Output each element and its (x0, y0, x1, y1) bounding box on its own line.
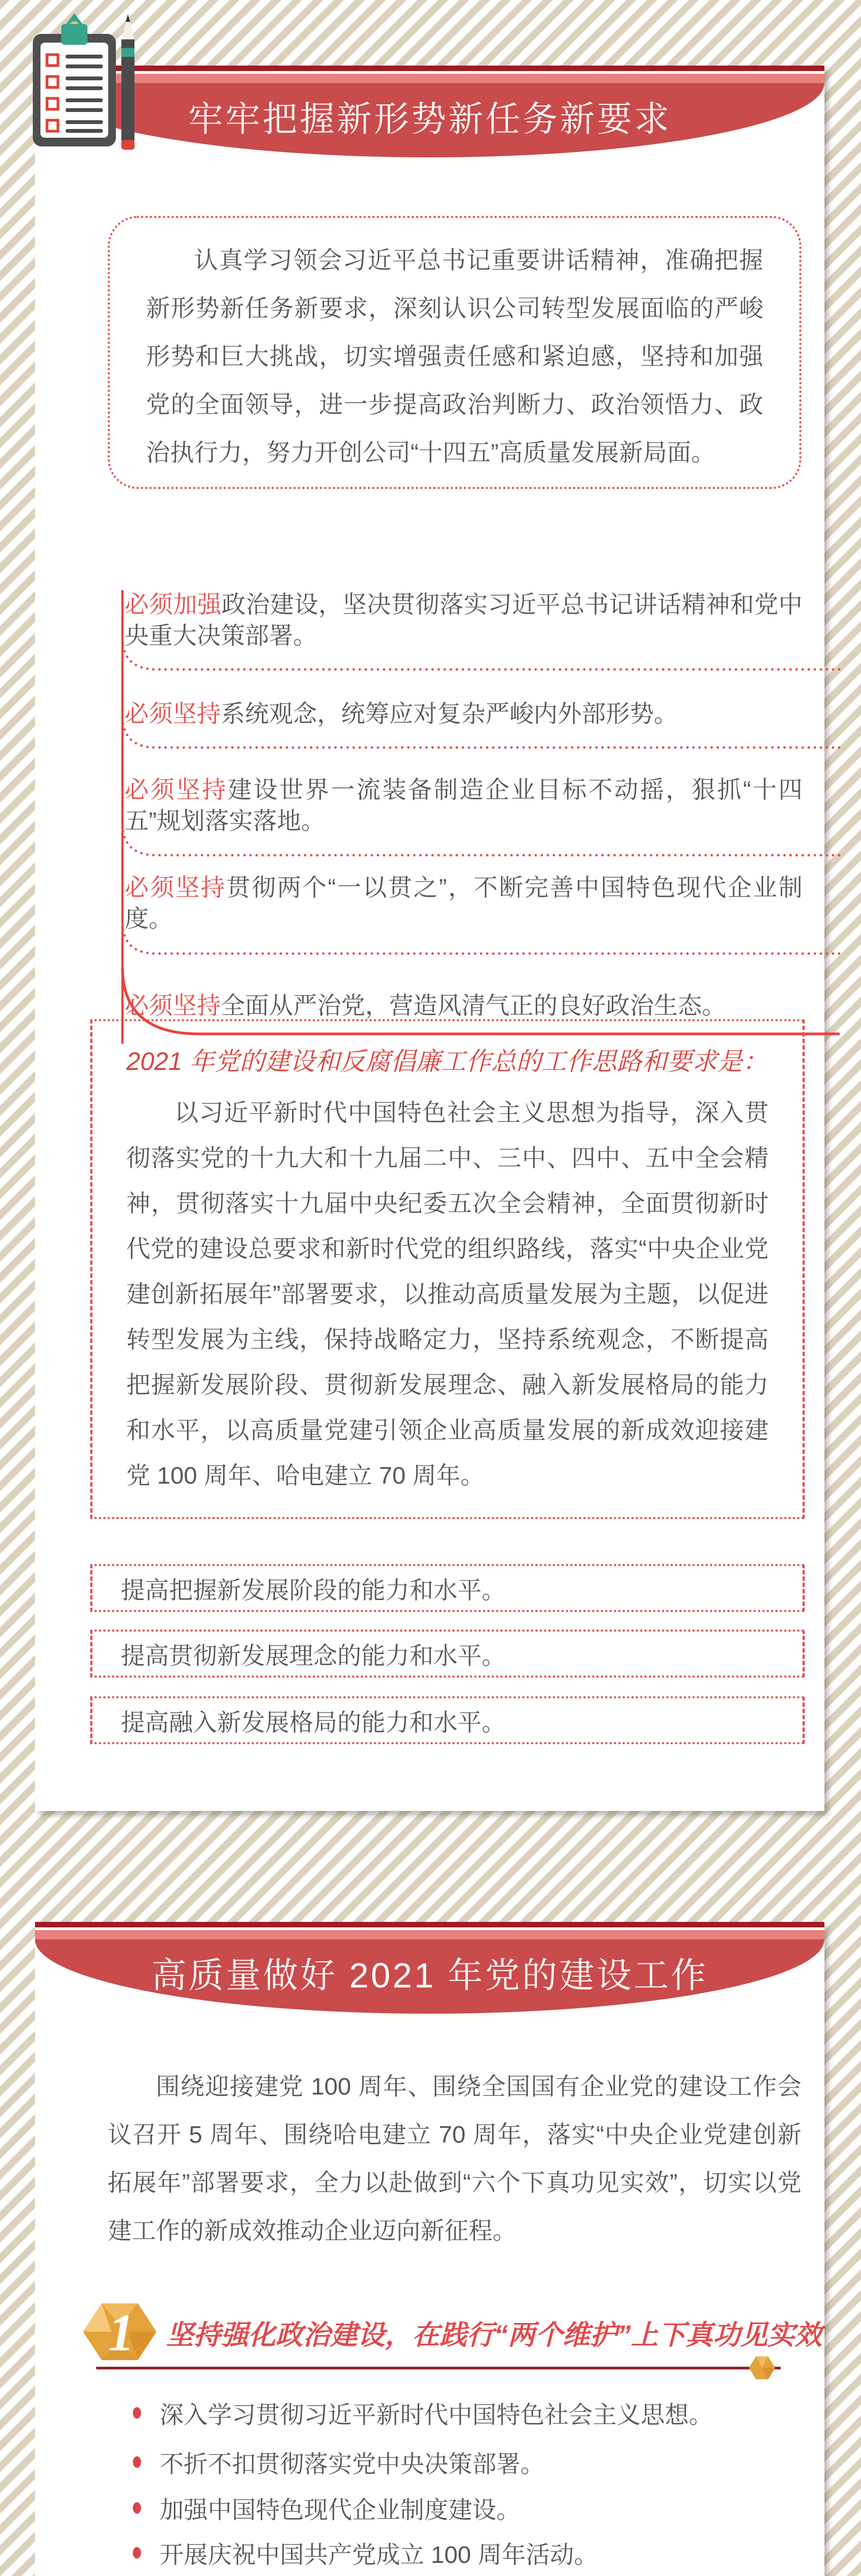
bullet-row (133, 2397, 811, 2428)
task1-divider-line (96, 2367, 781, 2369)
must-item (125, 698, 803, 730)
banner2-salmon-band (35, 1930, 824, 1939)
must-text: 建设世界一流装备制造企业目标不动摇，狠抓“十四五”规划落实落地。 (125, 777, 803, 834)
must-item (125, 589, 803, 651)
task1-title: 坚持强化政治建设，在践行“两个维护”上下真功见实效 (166, 2320, 822, 2350)
thoughts-dashed-box (90, 1019, 805, 1519)
goal-box (90, 1696, 805, 1744)
banner1-top-line (35, 66, 824, 71)
banner2-title: 高质量做好 2021 年党的建设工作 (151, 1956, 708, 1995)
bullet-text: 开展庆祝中国共产党成立 100 周年活动。 (160, 2542, 598, 2568)
must-lead: 必须坚持 (125, 777, 228, 803)
bullet-row (133, 2446, 811, 2477)
must-text: 贯彻两个“一以贯之”，不断完善中国特色现代企业制度。 (125, 874, 803, 932)
goal-text: 提高贯彻新发展理念的能力和水平。 (121, 1643, 506, 1669)
must-item (125, 872, 803, 934)
bullet-text: 深入学习贯彻习近平新时代中国特色社会主义思想。 (160, 2402, 713, 2428)
card-2021-party-building (35, 1922, 824, 2576)
must-lead: 必须坚持 (125, 992, 221, 1019)
must-item (125, 990, 803, 1021)
bullet-dot-icon (133, 2456, 141, 2468)
goal-box (90, 1630, 805, 1678)
banner1-title: 牢牢把握新形势新任务新要求 (188, 99, 671, 139)
must-text: 政治建设，坚决贯彻落实习近平总书记讲话精神和党中央重大决策部署。 (125, 591, 803, 649)
banner1-ribbon-arc (35, 83, 824, 157)
bullet-text: 不折不扣贯彻落实党中央决策部署。 (160, 2451, 544, 2478)
card-new-situation (35, 66, 824, 1811)
must-lead: 必须坚持 (125, 701, 221, 727)
bullet-text: 加强中国特色现代企业制度建设。 (160, 2497, 520, 2524)
gold-diamond-icon (748, 2354, 776, 2382)
must-text: 系统观念，统筹应对复杂严峻内外部形势。 (221, 701, 678, 727)
bullet-dot-icon (133, 2407, 141, 2419)
number-badge-icon (81, 2298, 159, 2366)
badge-number: 1 (108, 2303, 134, 2362)
banner2-ribbon-arc (35, 1939, 824, 2014)
must-lead: 必须坚持 (125, 874, 226, 901)
pencil-icon (121, 14, 134, 150)
must-item (125, 774, 803, 837)
bullet-dot-icon (133, 2547, 141, 2559)
intro1-dotted-box (108, 216, 801, 489)
clipboard-icon (10, 9, 147, 152)
goal-text: 提高融入新发展格局的能力和水平。 (121, 1709, 506, 1736)
must-text: 全面从严治党，营造风清气正的良好政治生态。 (221, 992, 726, 1019)
bullet-row (133, 2537, 811, 2568)
bullet-row (133, 2492, 811, 2523)
banner1-salmon-band (35, 74, 824, 83)
banner2-top-line (35, 1922, 824, 1927)
thoughts-heading: 2021 年党的建设和反腐倡廉工作总的工作思路和要求是： (126, 1047, 768, 1075)
goal-text: 提高把握新发展阶段的能力和水平。 (121, 1577, 506, 1604)
thoughts-paragraph: 以习近平新时代中国特色社会主义思想为指导，深入贯彻落实党的十九大和十九届二中、三中、四中、五中全会精神，贯彻落实十九届中央纪委五次全会精神，全面贯彻新时代党的建设总要求和新时代党的组织路线，落实“中央企业党建创新拓展年”部署要求，以推动高质量发展为主题，以促进转型发展为主线，保持战略定力，坚持系统观念，不断提高把握新发展阶段、贯彻新发展理念、融入新发展格局的能力和水平，以高质量党建引领企业高质量发展的新成效迎接建党 100 周年、哈电建立 70 周年。 (126, 1099, 769, 1489)
goal-box (90, 1564, 805, 1612)
intro2-paragraph: 围绕迎接建党 100 周年、围绕全国国有企业党的建设工作会议召开 5 周年、围绕哈电建立 70 周年，落实“中央企业党建创新拓展年”部署要求，全力以赴做到“六个下真功见实效”，切实以党建工作的新成效推动企业迈向新征程。 (108, 2073, 801, 2244)
intro2-block (108, 2063, 801, 2255)
intro1-paragraph: 认真学习领会习近平总书记重要讲话精神，准确把握新形势新任务新要求，深刻认识公司转型发展面临的严峻形势和巨大挑战，切实增强责任感和紧迫感，坚持和加强党的全面领导，进一步提高政治判断力、政治领悟力、政治执行力，努力开创公司“十四五”高质量发展新局面。 (146, 247, 763, 466)
bullet-dot-icon (133, 2502, 141, 2514)
must-lead: 必须加强 (125, 591, 222, 618)
